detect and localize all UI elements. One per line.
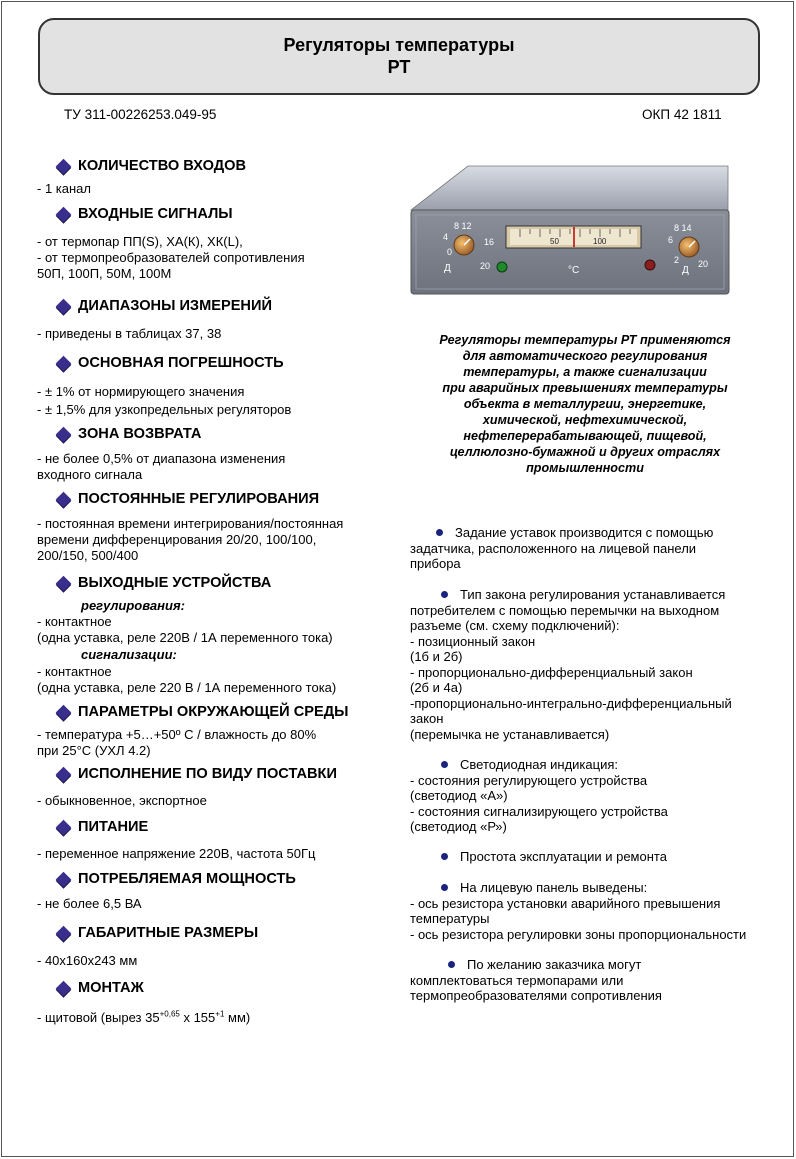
svg-text:°С: °С [568, 265, 580, 276]
svg-text:Д: Д [444, 263, 451, 274]
heading-power: ПИТАНИЕ [58, 819, 148, 835]
bullet-icon [436, 529, 443, 536]
feature-front-panel: На лицевую панель выведены: - ось резистора установки аварийного превышения температуры - ось резистора регулировки зоны пропорциональности [410, 880, 747, 942]
text-outputs-signaling: - контактное (одна уставка, реле 220 В / 1А переменного тока) [37, 664, 337, 695]
heading-input-signals: ВХОДНЫЕ СИГНАЛЫ [58, 206, 233, 222]
heading-mounting: МОНТАЖ [58, 980, 144, 996]
page-subtitle: РТ [387, 57, 411, 77]
text-delivery: - обыкновенное, экспортное [37, 793, 207, 808]
heading-outputs: ВЫХОДНЫЕ УСТРОЙСТВА [58, 575, 271, 591]
bullet-icon [441, 884, 448, 891]
page-title: Регуляторы температуры [283, 35, 515, 55]
heading-consumption: ПОТРЕБЛЯЕМАЯ МОЩНОСТЬ [58, 871, 296, 887]
bullet-icon [441, 761, 448, 768]
diamond-icon [56, 491, 72, 507]
outputs-sub-signaling: сигнализации: [81, 647, 177, 662]
diamond-icon [56, 158, 72, 174]
heading-inputs-count: КОЛИЧЕСТВО ВХОДОВ [58, 158, 246, 174]
text-ranges: - приведены в таблицах 37, 38 [37, 326, 222, 341]
feature-control-law: Тип закона регулирования устанавливается потребителем с помощью перемычки на выходном разъеме (см. схему подключений): - позиционный закон (1б и 2б) - пропорционально-дифференциальный закон (2б и 4а) -пропорционально-интегрально-дифференциальный закон (перемычка не устанавливается) [410, 587, 732, 742]
svg-text:0: 0 [447, 247, 453, 257]
diamond-icon [56, 871, 72, 887]
feature-custom-order: По желанию заказчика могут комплектоваться термопарами или термопреобразователями сопротивления [410, 957, 662, 1003]
diamond-icon [56, 819, 72, 835]
text-return-zone: - не более 0,5% от диапазона изменения входного сигнала [37, 451, 286, 482]
text-power: - переменное напряжение 220В, частота 50Гц [37, 846, 316, 861]
svg-text:2: 2 [674, 255, 680, 265]
diamond-icon [56, 704, 72, 720]
text-constants: - постоянная времени интегрирования/постоянная времени дифференцирования 20/20, 100/100, 200/150, 500/400 [37, 516, 344, 563]
svg-text:50: 50 [550, 237, 559, 246]
feature-setpoint: Задание уставок производится с помощью задатчика, расположенного на лицевой панели прибора [410, 525, 714, 571]
diamond-icon [56, 298, 72, 314]
heading-error: ОСНОВНАЯ ПОГРЕШНОСТЬ [58, 355, 284, 371]
text-error: - ± 1% от нормирующего значения - ± 1,5% для узкопредельных регуляторов [37, 384, 292, 417]
text-consumption: - не более 6,5 ВА [37, 896, 142, 911]
diamond-icon [56, 980, 72, 996]
feature-simplicity: Простота эксплуатации и ремонта [410, 849, 780, 865]
tu-code: ТУ 311-00226253.049-95 [64, 107, 217, 122]
bullet-icon [441, 591, 448, 598]
diamond-icon [56, 925, 72, 941]
product-description: Регуляторы температуры РТ применяются для автоматического регулирования температуры, а также сигнализации при аварийных превышениях температуры объекта в металлургии, энергетике, химической, нефтехимической, нефтеперерабатывающей, пищевой, целлюлозно-бумажной и других отраслях промышленности [439, 333, 731, 475]
okp-code: ОКП 42 1811 [642, 107, 722, 122]
svg-text:8 14: 8 14 [674, 223, 692, 233]
diamond-icon [56, 355, 72, 371]
diamond-icon [56, 575, 72, 591]
heading-environment: ПАРАМЕТРЫ ОКРУЖАЮЩЕЙ СРЕДЫ [58, 704, 348, 720]
text-inputs-count: - 1 канал [37, 181, 91, 196]
heading-delivery: ИСПОЛНЕНИЕ ПО ВИДУ ПОСТАВКИ [58, 766, 337, 782]
text-environment: - температура +5…+50º С / влажность до 80% при 25°С (УХЛ 4.2) [37, 727, 317, 758]
diamond-icon [56, 206, 72, 222]
heading-ranges: ДИАПАЗОНЫ ИЗМЕРЕНИЙ [58, 298, 272, 314]
text-outputs-regulation: - контактное (одна уставка, реле 220В / 1А переменного тока) [37, 614, 333, 645]
title-box [38, 18, 760, 95]
svg-text:100: 100 [593, 237, 607, 246]
heading-dimensions: ГАБАРИТНЫЕ РАЗМЕРЫ [58, 925, 258, 941]
svg-text:4: 4 [443, 232, 449, 242]
bullet-icon [441, 853, 448, 860]
bullet-icon [448, 961, 455, 968]
svg-text:Д: Д [682, 265, 689, 276]
heading-constants: ПОСТОЯННЫЕ РЕГУЛИРОВАНИЯ [58, 491, 319, 507]
text-mounting: - щитовой (вырез $35^{+0,65}$ х $155^{+1}$ мм) [37, 1009, 251, 1025]
outputs-sub-regulation: регулирования: [81, 598, 185, 613]
svg-text:8 12: 8 12 [454, 221, 472, 231]
device-photo [410, 163, 733, 298]
diamond-icon [56, 766, 72, 782]
feature-led-indication: Светодиодная индикация: - состояния регулирующего устройства (светодиод «А») - состояния сигнализирующего устройства (светодиод «Р») [410, 757, 668, 834]
svg-text:6: 6 [668, 235, 674, 245]
svg-text:16: 16 [484, 237, 495, 247]
text-input-signals: - от термопар ПП(S), ХА(К), ХК(L), - от термопреобразователей сопротивления 50П, 100П, 50М, 100М [37, 234, 305, 281]
svg-text:20: 20 [480, 261, 491, 271]
text-dimensions: - 40х160х243 мм [37, 953, 138, 968]
diamond-icon [56, 426, 72, 442]
heading-return-zone: ЗОНА ВОЗВРАТА [58, 426, 201, 442]
svg-text:20: 20 [698, 259, 709, 269]
